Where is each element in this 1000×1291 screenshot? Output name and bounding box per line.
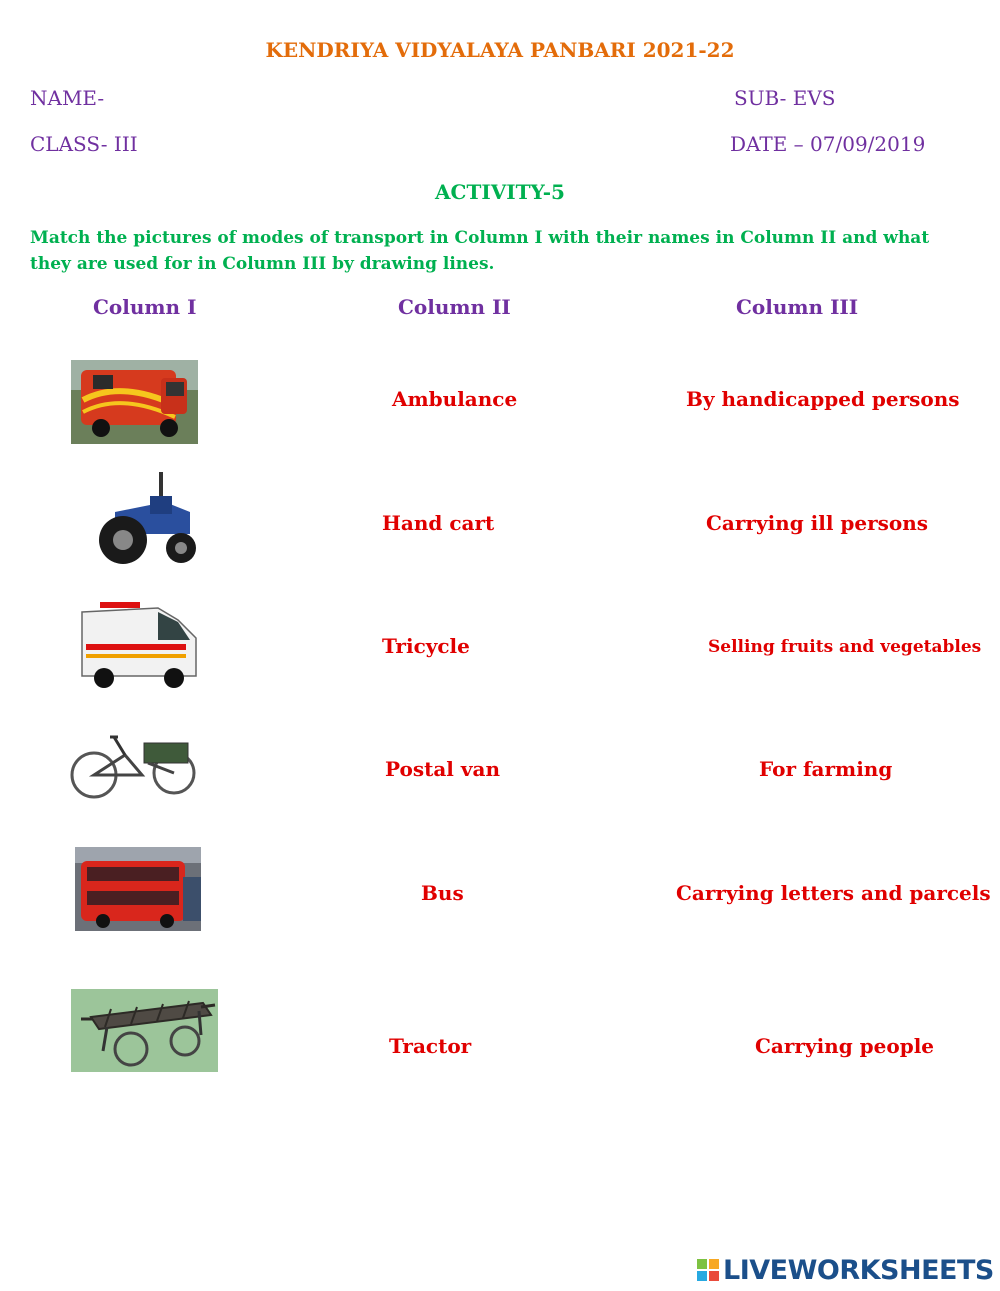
name-bus: Bus — [421, 881, 464, 905]
logo-grid-icon — [697, 1259, 719, 1281]
use-selling-fruits: Selling fruits and vegetables — [708, 637, 982, 657]
name-tractor: Tractor — [389, 1034, 472, 1058]
name-ambulance: Ambulance — [392, 387, 518, 411]
column-3-heading: Column III — [736, 295, 859, 319]
name-tricycle: Tricycle — [382, 634, 470, 658]
column-2-heading: Column II — [398, 295, 511, 319]
use-letters-parcels: Carrying letters and parcels — [676, 881, 991, 905]
column-1-heading: Column I — [93, 295, 197, 319]
tractor-icon — [95, 472, 201, 572]
logo-text: LIVEWORKSHEETS — [723, 1254, 994, 1286]
class-label: CLASS- III — [30, 132, 138, 156]
use-ill-persons: Carrying ill persons — [706, 511, 929, 535]
name-hand-cart: Hand cart — [382, 511, 495, 535]
ambulance-icon — [78, 598, 198, 697]
school-title: KENDRIYA VIDYALAYA PANBARI 2021-22 — [265, 38, 735, 62]
name-postal-van: Postal van — [385, 757, 500, 781]
date-label: DATE – 07/09/2019 — [730, 132, 926, 156]
use-farming: For farming — [759, 757, 893, 781]
use-handicapped: By handicapped persons — [686, 387, 960, 411]
liveworksheets-logo — [697, 1255, 994, 1285]
subject-label: SUB- EVS — [734, 86, 836, 110]
instructions: Match the pictures of modes of transport in Column I with their names in Column II and what they are used for in Column III by drawing lines. — [30, 228, 930, 274]
hand-cart-icon — [71, 989, 218, 1076]
postal-van-icon — [71, 360, 198, 448]
tricycle-icon — [70, 733, 198, 805]
activity-title: ACTIVITY-5 — [435, 180, 565, 204]
use-carrying-people: Carrying people — [755, 1034, 935, 1058]
bus-icon — [75, 847, 201, 935]
name-label: NAME- — [30, 86, 105, 110]
